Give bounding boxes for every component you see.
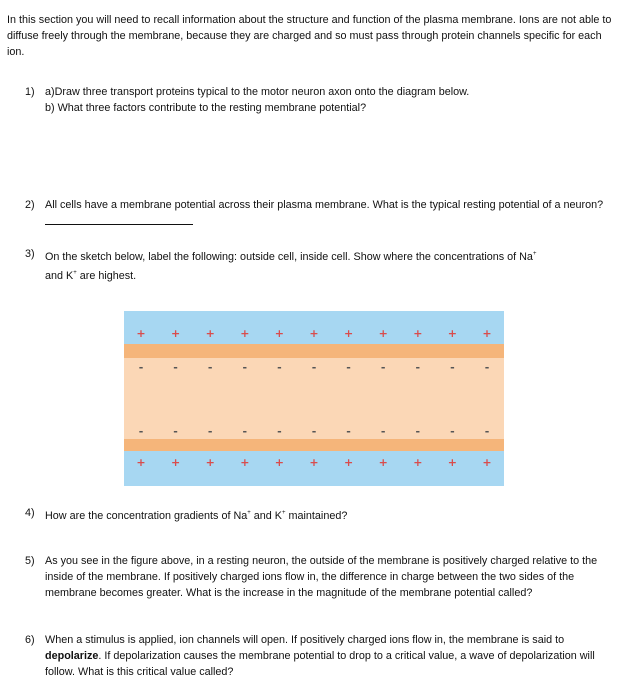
- question-1-number: 1): [25, 86, 35, 98]
- outer-bottom-plus-charge: +: [482, 456, 492, 469]
- intro-paragraph: In this section you will need to recall information about the structure and function of the plasma membrane. Ions are not able to diffuse freely through the membrane, because they are charged and so must pass through protein channels specific for each ion.: [7, 14, 612, 58]
- inner-top-minus-charge: -: [207, 361, 213, 374]
- inner-top-minus-charge: -: [346, 361, 351, 374]
- outer-bottom-plus-charge: +: [170, 456, 181, 469]
- question-2-number: 2): [25, 199, 35, 211]
- inner-top-minus-charge: -: [311, 361, 317, 374]
- inner-bottom-minus-charge: -: [450, 425, 455, 438]
- inner-bottom-minus-charge: -: [346, 425, 351, 438]
- question-6: [25, 632, 610, 680]
- outer-bottom-plus-charge: +: [136, 456, 146, 469]
- question-5-text: As you see in the figure above, in a resting neuron, the outside of the membrane is positively charged relative to the inside of the membrane. If positively charged ions flow in, the difference in charge between the two sides of the membrane becomes greater. What is the increase in the magnitude of the membrane potential called?: [45, 555, 598, 599]
- outer-top-plus-charge: +: [378, 327, 388, 340]
- outer-bottom-plus-charge: +: [447, 456, 458, 469]
- outer-top-plus-charge: +: [309, 327, 319, 340]
- membrane-bottom-layer: [124, 439, 504, 451]
- inner-top-minus-charge: -: [173, 361, 178, 374]
- answer-blank[interactable]: [45, 213, 193, 225]
- question-3: [25, 246, 610, 284]
- outer-top-plus-charge: +: [343, 327, 354, 340]
- outer-bottom-plus-charge: +: [343, 456, 354, 469]
- question-5: [25, 553, 610, 601]
- inner-top-minus-charge: -: [277, 361, 282, 374]
- outer-bottom-plus-charge: +: [240, 456, 250, 469]
- question-2: [25, 197, 610, 230]
- outer-bottom-plus-charge: +: [413, 456, 423, 469]
- inner-top-minus-charge: -: [242, 361, 248, 374]
- inner-bottom-minus-charge: -: [173, 425, 178, 438]
- inner-bottom-minus-charge: -: [415, 425, 421, 438]
- inner-bottom-minus-charge: -: [311, 425, 317, 438]
- outer-bottom-plus-charge: +: [378, 456, 388, 469]
- question-6-number: 6): [25, 634, 35, 646]
- question-1: [25, 84, 610, 116]
- outer-bottom-plus-charge: +: [274, 456, 285, 469]
- outer-top-plus-charge: +: [447, 327, 458, 340]
- question-2-text: All cells have a membrane potential across their plasma membrane. What is the typical resting potential of a neuron?: [45, 199, 604, 211]
- question-4-number: 4): [25, 507, 35, 519]
- question-3-number: 3): [25, 248, 35, 260]
- question-4-text: How are the concentration gradients of Na+ and K+ maintained?: [45, 510, 348, 522]
- inner-bottom-minus-charge: -: [138, 425, 144, 438]
- inner-bottom-minus-charge: -: [380, 425, 386, 438]
- outer-bottom-plus-charge: +: [309, 456, 319, 469]
- question-1b-text: b) What three factors contribute to the resting membrane potential?: [45, 102, 367, 114]
- inner-top-minus-charge: -: [450, 361, 455, 374]
- question-3-text: On the sketch below, label the following: outside cell, inside cell. Show where the concentrations of Na+ and K+ are highest.: [45, 251, 537, 282]
- outer-top-plus-charge: +: [136, 327, 146, 340]
- outer-top-plus-charge: +: [170, 327, 181, 340]
- inner-top-minus-charge: -: [380, 361, 386, 374]
- inner-top-minus-charge: -: [138, 361, 144, 374]
- inner-bottom-minus-charge: -: [484, 425, 490, 438]
- question-4: [25, 505, 610, 524]
- question-1a-text: a)Draw three transport proteins typical to the motor neuron axon onto the diagram below.: [45, 86, 470, 98]
- question-5-number: 5): [25, 555, 35, 567]
- membrane-top-layer: [124, 344, 504, 358]
- question-6-text: When a stimulus is applied, ion channels will open. If positively charged ions flow in, the membrane is said to depolarize. If depolarization causes the membrane potential to drop to a critical value, a wave of depolarization will follow. What is this critical value called?: [45, 634, 595, 678]
- membrane-diagram: [124, 311, 504, 486]
- outer-top-plus-charge: +: [240, 327, 250, 340]
- inner-bottom-minus-charge: -: [277, 425, 282, 438]
- outer-top-plus-charge: +: [205, 327, 215, 340]
- inner-top-minus-charge: -: [415, 361, 421, 374]
- outer-top-plus-charge: +: [482, 327, 492, 340]
- inner-top-minus-charge: -: [484, 361, 490, 374]
- inner-bottom-minus-charge: -: [242, 425, 248, 438]
- outer-top-plus-charge: +: [413, 327, 423, 340]
- outer-top-plus-charge: +: [274, 327, 285, 340]
- inner-bottom-minus-charge: -: [207, 425, 213, 438]
- outer-bottom-plus-charge: +: [205, 456, 215, 469]
